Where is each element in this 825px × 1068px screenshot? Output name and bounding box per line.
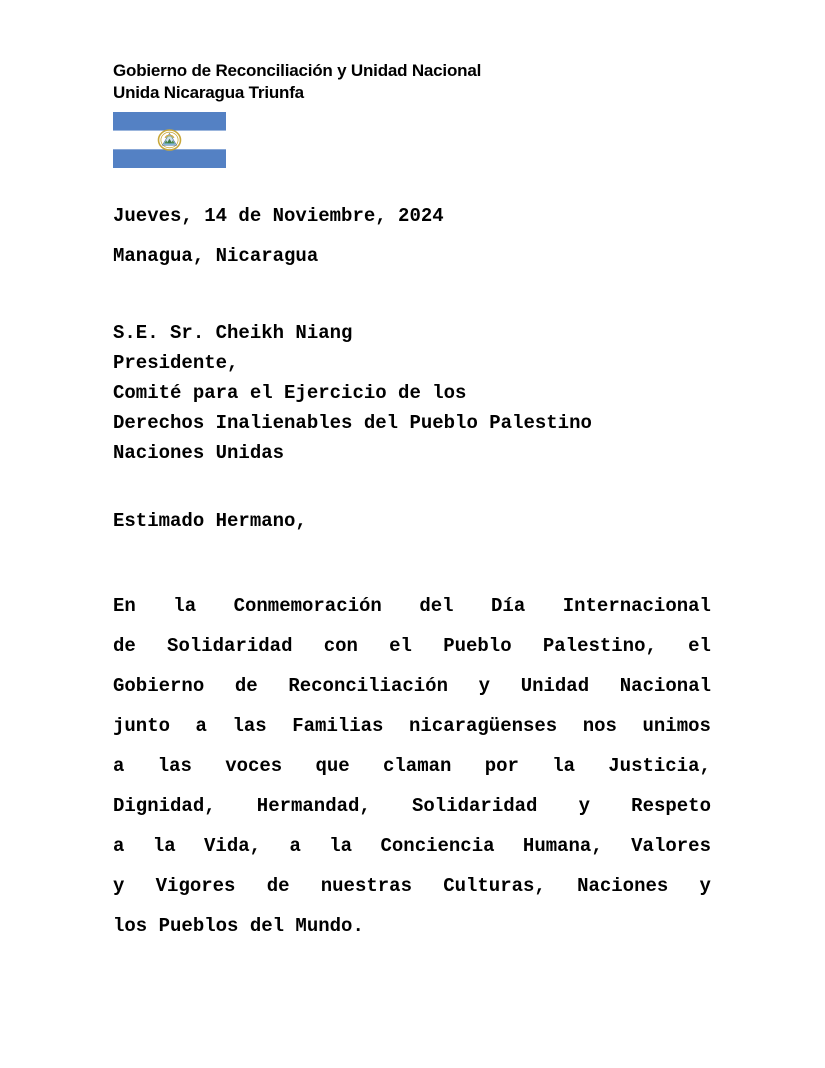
word: el (688, 635, 711, 657)
word: Respeto (631, 795, 711, 817)
paragraph-1 (113, 586, 711, 946)
word: unimos (642, 715, 711, 737)
paragraph-line (113, 586, 711, 626)
letter-body (113, 196, 711, 946)
spacer-after-salutation (113, 536, 711, 586)
word: Gobierno (113, 675, 205, 697)
addressee-title: Presidente, (113, 352, 239, 374)
word: Nacional (619, 675, 711, 697)
addressee-block (113, 318, 711, 468)
word: Solidaridad (167, 635, 293, 657)
addressee-name: S.E. Sr. Cheikh Niang (113, 322, 353, 344)
word: a (113, 835, 125, 857)
letterhead (113, 60, 733, 104)
word: las (157, 755, 192, 777)
word: y (578, 795, 590, 817)
word: Conciencia (380, 835, 495, 857)
word: la (552, 755, 575, 777)
word: Solidaridad (412, 795, 538, 817)
word: Familias (292, 715, 384, 737)
word: Vigores (155, 875, 236, 897)
word: la (173, 595, 197, 617)
letter-place: Managua, Nicaragua (113, 245, 319, 267)
word: la (152, 835, 176, 857)
paragraph-line (113, 866, 711, 906)
word: Conmemoración (233, 595, 382, 617)
word: y (113, 875, 125, 897)
paragraph-line (113, 626, 711, 666)
word: y (699, 875, 711, 897)
word: Valores (631, 835, 711, 857)
paragraph-line (113, 826, 711, 866)
word: de (266, 875, 290, 897)
letterhead-line-1: Gobierno de Reconciliación y Unidad Nacional (113, 61, 482, 80)
word: En (113, 595, 136, 617)
word: de (113, 635, 136, 657)
paragraph-line (113, 746, 711, 786)
date-block (113, 196, 711, 276)
word: del (419, 595, 454, 617)
paragraph-line (113, 666, 711, 706)
addressee-org-2: Derechos Inalienables del Pueblo Palestino (113, 412, 592, 434)
word: por (484, 755, 519, 777)
word: Vida, (204, 835, 262, 857)
word: a (195, 715, 207, 737)
word: Unidad (520, 675, 590, 697)
salutation: Estimado Hermano, (113, 510, 307, 532)
nicaragua-flag (113, 112, 226, 168)
word: nicaragüenses (408, 715, 558, 737)
word: Naciones (577, 875, 669, 897)
word: Internacional (562, 595, 711, 617)
word: voces (225, 755, 283, 777)
word: a (289, 835, 301, 857)
letterhead-line-2: Unida Nicaragua Triunfa (113, 83, 304, 102)
word: que (315, 755, 350, 777)
word: Dignidad, (113, 795, 216, 817)
spacer-after-date (113, 276, 711, 318)
word: la (329, 835, 353, 857)
paragraph-line (113, 786, 711, 826)
word: nuestras (320, 875, 412, 897)
word: Hermandad, (256, 795, 371, 817)
word: Día (491, 595, 526, 617)
word: el (389, 635, 412, 657)
addressee-org-3: Naciones Unidas (113, 442, 285, 464)
letter-date: Jueves, 14 de Noviembre, 2024 (113, 205, 444, 227)
nicaragua-flag-icon (113, 112, 226, 168)
spacer-after-addressee (113, 468, 711, 506)
word: nos (582, 715, 617, 737)
word: junto (113, 715, 171, 737)
word: a (113, 755, 125, 777)
word: las (232, 715, 267, 737)
word: de (234, 675, 258, 697)
word: Humana, (522, 835, 603, 857)
word: claman (382, 755, 452, 777)
word: Pueblo (443, 635, 512, 657)
word: con (323, 635, 358, 657)
paragraph-line-final: los Pueblos del Mundo. (113, 915, 364, 937)
paragraph-line (113, 706, 711, 746)
word: Justicia, (608, 755, 711, 777)
addressee-org-1: Comité para el Ejercicio de los (113, 382, 467, 404)
word: y (478, 675, 491, 697)
word: Culturas, (443, 875, 546, 897)
word: Reconciliación (288, 675, 448, 697)
word: Palestino, (542, 635, 657, 657)
